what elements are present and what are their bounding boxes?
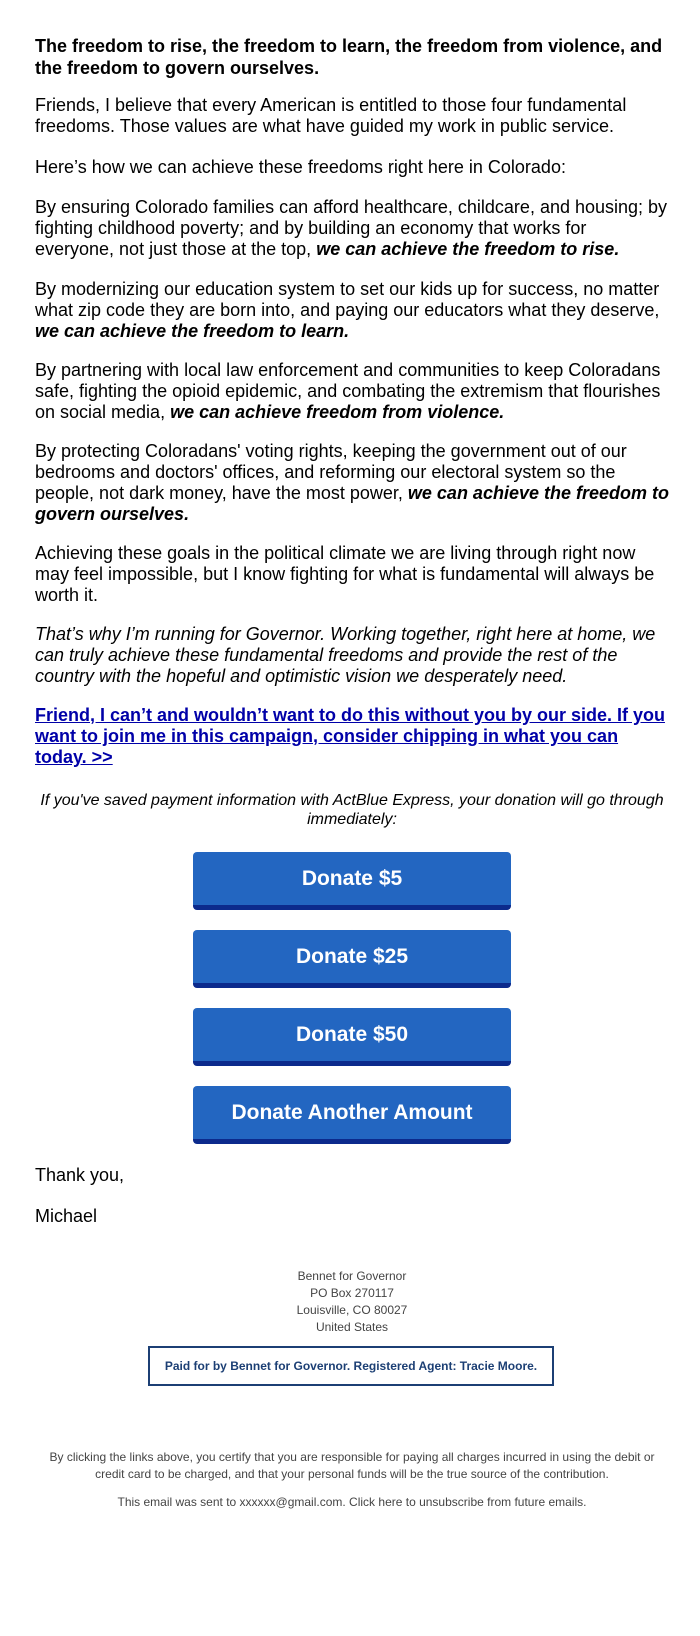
headline: The freedom to rise, the freedom to learn, the freedom from violence, and the freedom to govern ourselves. xyxy=(35,36,663,78)
saved-payment-note: If you've saved payment information with ActBlue Express, your donation will go through immediately: xyxy=(40,792,664,828)
paragraph-goals: Achieving these goals in the political climate we are living through right now may feel impossible, but I know fighting for what is fundamental will always be worth it. xyxy=(35,543,655,605)
paragraph-running: That’s why I’m running for Governor. Working together, right here at home, we can truly achieve these fundamental freedoms and provide the rest of the country with the hopeful and optimistic vision we desperately need. xyxy=(35,624,656,686)
mailing-address xyxy=(35,1268,669,1336)
emphasis-learn: we can achieve the freedom to learn. xyxy=(35,321,350,341)
paragraph-intro: Friends, I believe that every American is entitled to those four fundamental freedoms. Those values are what have guided my work in public service. xyxy=(35,95,627,136)
paragraph-learn: By modernizing our education system to set our kids up for success, no matter what zip code they are born into, and paying our educators what they deserve, we can achieve the freedom to learn. xyxy=(35,279,660,341)
address-line: Louisville, CO 80027 xyxy=(296,1303,408,1317)
donate-50-button[interactable]: Donate $50 xyxy=(193,1008,511,1066)
emphasis-rise: we can achieve the freedom to rise. xyxy=(316,239,620,259)
paragraph-colorado: Here’s how we can achieve these freedoms right here in Colorado: xyxy=(35,157,566,177)
paid-for-disclaimer: Paid for by Bennet for Governor. Registered Agent: Tracie Moore. xyxy=(148,1346,554,1386)
donate-25-button[interactable]: Donate $25 xyxy=(193,930,511,988)
paragraph-rise: By ensuring Colorado families can afford healthcare, childcare, and housing; by fighting childhood poverty; and by building an economy that works for everyone, not just those at the top, we can achieve the freedom to rise. xyxy=(35,197,668,259)
emphasis-govern: we can achieve the freedom to govern ourselves. xyxy=(35,483,669,524)
address-line: Bennet for Governor xyxy=(297,1269,407,1283)
emphasis-violence: we can achieve freedom from violence. xyxy=(170,402,505,422)
legal-certification: By clicking the links above, you certify that you are responsible for paying all charges incurred in using the debit or credit card to be charged, and that your personal funds will be the true source of the contribution. xyxy=(49,1450,655,1481)
paragraph-violence: By partnering with local law enforcement and communities to keep Coloradans safe, fighting the opioid epidemic, and combating the extremism that flourishes on social media, we can achieve freedom from violence. xyxy=(35,360,661,422)
address-line: PO Box 270117 xyxy=(310,1286,394,1300)
footer-unsubscribe[interactable]: This email was sent to xxxxxx@gmail.com. Click here to unsubscribe from future emails. xyxy=(117,1495,587,1509)
paragraph-govern: By protecting Coloradans' voting rights, keeping the government out of our bedrooms and doctors' offices, and reforming our electoral system so the people, not dark money, have the most power, we can achieve the freedom to govern ourselves. xyxy=(35,441,669,524)
donate-other-amount-button[interactable]: Donate Another Amount xyxy=(193,1086,511,1144)
donate-5-button[interactable]: Donate $5 xyxy=(193,852,511,910)
address-line: United States xyxy=(315,1320,389,1334)
cta-link[interactable]: Friend, I can’t and wouldn’t want to do this without you by our side. If you want to join me in this campaign, consider chipping in what you can today. >> xyxy=(35,705,665,767)
signoff: Thank you, xyxy=(35,1165,125,1185)
cta-paragraph xyxy=(35,705,669,768)
signature: Michael xyxy=(35,1206,98,1226)
